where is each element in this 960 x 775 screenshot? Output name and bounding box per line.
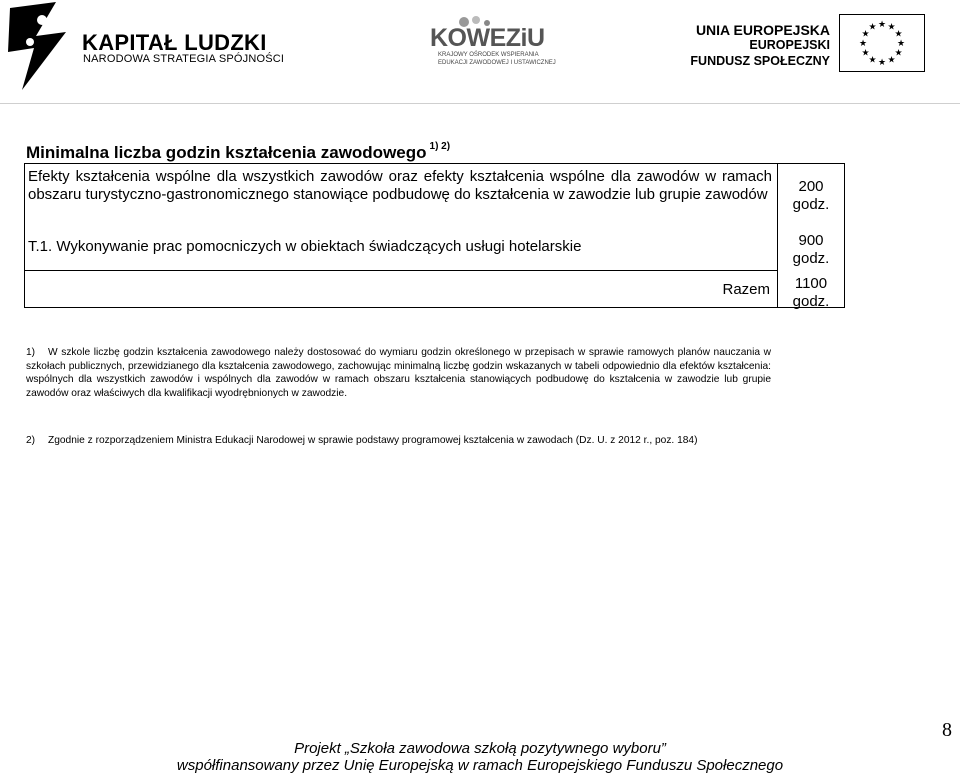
hours-unit: godz. bbox=[792, 293, 830, 310]
kapital-ludzki-emblem-icon bbox=[6, 2, 78, 92]
kowezu-subtitle-line1: KRAJOWY OŚRODEK WSPIERANIA bbox=[438, 52, 539, 58]
eu-flag-icon bbox=[839, 14, 925, 72]
hours-table bbox=[24, 163, 845, 308]
kowezu-logo bbox=[430, 14, 560, 78]
hours-value: 200 bbox=[798, 178, 824, 195]
eu-star-icon: ★ bbox=[861, 48, 870, 59]
kapital-ludzki-title: KAPITAŁ LUDZKI bbox=[82, 30, 267, 55]
footnote-number: 2) bbox=[26, 435, 36, 446]
page-header bbox=[0, 0, 960, 103]
hours-unit: godz. bbox=[792, 196, 830, 213]
hours-value: 1100 bbox=[794, 275, 828, 292]
eu-star-icon: ★ bbox=[894, 48, 903, 59]
hours-unit: godz. bbox=[792, 250, 830, 267]
footer-project-line: Projekt „Szkoła zawodowa szkołą pozytywnego wyboru” bbox=[294, 740, 666, 757]
hours-common bbox=[777, 178, 845, 214]
eu-logo-line2: EUROPEJSKI bbox=[749, 38, 830, 52]
eu-star-icon: ★ bbox=[877, 20, 887, 30]
footer-funding-line: współfinansowany przez Unię Europejską w ramach Europejskiego Funduszu Społecznego bbox=[176, 757, 784, 774]
eu-star-icon: ★ bbox=[894, 29, 903, 40]
footnote-2 bbox=[26, 435, 697, 446]
eu-star-icon: ★ bbox=[868, 55, 877, 66]
eu-star-icon: ★ bbox=[868, 22, 877, 33]
kowezu-wordmark: KOWEZiU bbox=[430, 24, 545, 52]
qualification-t1-label: T.1. Wykonywanie prac pomocniczych w obiektach świadczących usługi hotelarskie bbox=[28, 238, 582, 255]
eu-star-icon: ★ bbox=[877, 58, 887, 68]
footnote-text: Zgodnie z rozporządzeniem Ministra Edukacji Narodowej w sprawie podstawy programowej kształcenia w zawodach (Dz. U. z 2012 r., poz. 184) bbox=[48, 435, 698, 446]
table-row-divider bbox=[25, 270, 777, 271]
page-number: 8 bbox=[942, 719, 952, 741]
eu-star-icon: ★ bbox=[896, 39, 906, 49]
eu-logo-line1: UNIA EUROPEJSKA bbox=[695, 22, 830, 38]
hours-value: 900 bbox=[798, 232, 824, 249]
footnote-text: W szkole liczbę godzin kształcenia zawodowego należy dostosować do wymiaru godzin określonego w przepisach w sprawie ramowych planów nauczania w szkołach publicznych, przewidzianego dla kształcenia zawodowego, zachowując minimalną liczbę godzin wskazanych w tabeli odpowiednio dla efektów kształcenia: wspólnych dla wszystkich zawodów i wspólnych dla zawodów w ramach obszaru kształcenia stanowiących podbudowę do kształcenia w zawodzie lub grupie zawodów oraz właściwych dla kwalifikacji wyodrębnionych w zawodzie. bbox=[26, 347, 771, 399]
hours-total bbox=[777, 275, 845, 311]
eu-star-icon: ★ bbox=[887, 55, 896, 66]
eu-star-icon: ★ bbox=[858, 39, 868, 49]
kowezu-subtitle-line2: EDUKACJI ZAWODOWEJ I USTAWICZNEJ bbox=[438, 60, 556, 66]
footnote-1 bbox=[26, 346, 771, 400]
total-label: Razem bbox=[722, 281, 770, 298]
header-divider bbox=[0, 103, 960, 104]
eu-star-icon: ★ bbox=[887, 22, 896, 33]
section-heading bbox=[26, 143, 450, 163]
footnote-number: 1) bbox=[26, 347, 36, 358]
section-heading-footnote-refs: 1) 2) bbox=[429, 141, 451, 153]
kapital-ludzki-logo bbox=[6, 2, 285, 94]
eu-logo bbox=[690, 14, 950, 74]
eu-star-icon: ★ bbox=[861, 29, 870, 40]
common-outcomes-description: Efekty kształcenia wspólne dla wszystkich zawodów oraz efekty kształcenia wspólne dla zawodów w ramach obszaru turystyczno-gastronomicznego stanowiące podbudowę do kształcenia w zawodzie lub grupie zawodów bbox=[28, 168, 772, 203]
kapital-ludzki-subtitle: NARODOWA STRATEGIA SPÓJNOŚCI bbox=[83, 53, 285, 65]
section-heading-text: Minimalna liczba godzin kształcenia zawodowego bbox=[26, 143, 427, 162]
hours-t1 bbox=[777, 232, 845, 268]
eu-logo-line3: FUNDUSZ SPOŁECZNY bbox=[690, 54, 830, 68]
